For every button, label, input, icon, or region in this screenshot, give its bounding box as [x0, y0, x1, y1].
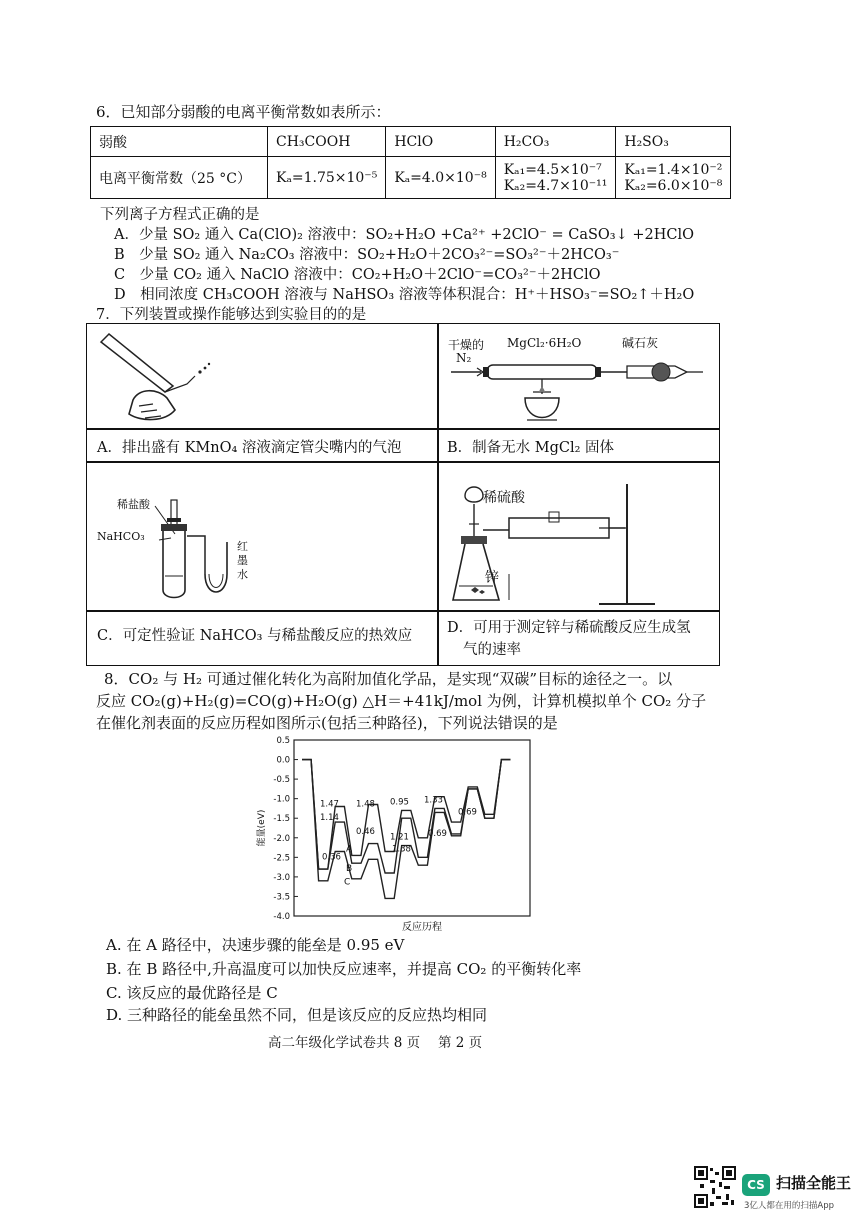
barrier-label: 0.95	[390, 797, 409, 808]
zinc-rate-apparatus-figure	[449, 474, 669, 608]
nahco3-label: NaHCO₃	[97, 530, 145, 543]
q8-option-a: A. 在 A 路径中，决速步骤的能垒是 0.95 eV	[106, 936, 405, 954]
q8-option-b: B. 在 B 路径中,升高温度可以加快反应速率，并提高 CO₂ 的平衡转化率	[106, 960, 582, 978]
barrier-label: 1.48	[356, 799, 375, 810]
q6-option-d: D 相同浓度 CH₃COOH 溶液与 NaHSO₃ 溶液等体积混合：H⁺＋HSO₃⁻=SO₂↑＋H₂O	[114, 287, 695, 303]
burette-hand-figure	[95, 330, 225, 426]
series-line-C	[302, 760, 511, 899]
ka-cell: Kₐ₁=4.5×10⁻⁷ Kₐ₂=4.7×10⁻¹¹	[495, 157, 616, 199]
barrier-label: 1.38	[392, 844, 411, 855]
y-tick-label: 0.0	[276, 755, 290, 766]
red-ink-label-3: 水	[237, 568, 248, 581]
y-tick-label: 0.5	[276, 736, 290, 746]
q6-title: 6．已知部分弱酸的电离平衡常数如表所示：	[96, 103, 391, 121]
barrier-label: 1.14	[320, 813, 339, 824]
zinc-label: 锌	[485, 570, 499, 586]
camscanner-tagline: 3亿人都在用的扫描App	[744, 1201, 835, 1211]
ka-cell: Kₐ=1.75×10⁻⁵	[268, 157, 386, 199]
path-label: B	[346, 864, 353, 875]
y-tick-label: -4.0	[273, 912, 290, 922]
mgcl2-apparatus-figure	[447, 332, 707, 428]
qr-code-icon	[694, 1166, 736, 1208]
barrier-label: 0.69	[458, 807, 477, 818]
ka-header-cell: CH₃COOH	[268, 127, 386, 157]
dilute-hcl-label: 稀盐酸	[117, 498, 150, 511]
y-tick-label: -2.5	[273, 853, 290, 864]
ka-header-cell: HClO	[386, 127, 495, 157]
y-tick-label: -1.5	[273, 814, 290, 825]
q7-caption-a: A．排出盛有 KMnO₄ 溶液滴定管尖嘴内的气泡	[97, 440, 402, 456]
barrier-label: 1.33	[424, 795, 443, 806]
ka-row-label: 电离平衡常数（25 °C）	[91, 157, 268, 199]
mgcl2-label: MgCl₂·6H₂O	[507, 336, 582, 350]
barrier-label: 0.46	[356, 826, 375, 837]
dilute-h2so4-label: 稀硫酸	[483, 490, 525, 506]
red-ink-label-2: 墨	[237, 554, 248, 567]
q7-grid	[86, 323, 720, 666]
y-tick-label: -3.0	[273, 872, 290, 883]
y-tick-label: -3.5	[273, 892, 290, 903]
barrier-label: 0.69	[428, 828, 447, 839]
q6-stem: 下列离子方程式正确的是	[100, 207, 260, 223]
q7-caption-b: B．制备无水 MgCl₂ 固体	[447, 440, 615, 456]
q6-option-a: A．少量 SO₂ 通入 Ca(ClO)₂ 溶液中：SO₂+H₂O +Ca²⁺ +2ClO⁻ = CaSO₃↓ +2HClO	[114, 227, 695, 243]
q8-line3: 在催化剂表面的反应历程如图所示(包括三种路径)，下列说法错误的是	[96, 714, 558, 732]
q7-caption-c: C．可定性验证 NaHCO₃ 与稀盐酸反应的热效应	[97, 628, 413, 644]
ka-cell: Kₐ₁=1.4×10⁻² Kₐ₂=6.0×10⁻⁸	[616, 157, 731, 199]
ka-header-cell: H₂CO₃	[495, 127, 616, 157]
path-label: C	[344, 877, 351, 888]
y-tick-label: -1.0	[273, 794, 290, 805]
y-axis-label: 能量(eV)	[257, 809, 267, 847]
barrier-label: 0.36	[322, 852, 341, 863]
y-tick-label: -0.5	[273, 775, 290, 786]
energy-profile-chart	[250, 730, 540, 935]
q6-option-c: C 少量 CO₂ 通入 NaClO 溶液中：CO₂+H₂O＋2ClO⁻=CO₃²⁻＋2HClO	[114, 267, 601, 283]
barrier-label: 1.21	[390, 832, 409, 843]
ka-header-cell: 弱酸	[91, 127, 268, 157]
camscanner-name: 扫描全能王	[776, 1174, 852, 1192]
ka-cell: Kₐ=4.0×10⁻⁸	[386, 157, 495, 199]
q7-title: 7．下列装置或操作能够达到实验目的的是	[96, 307, 367, 323]
q7-caption-d-line2: 气的速率	[463, 642, 521, 658]
n2-label: N₂	[456, 351, 472, 365]
ka-header-cell: H₂SO₃	[616, 127, 731, 157]
ka-table	[90, 126, 731, 199]
x-axis-label: 反应历程	[402, 922, 442, 933]
q7-caption-d-line1: D．可用于测定锌与稀硫酸反应生成氢	[447, 620, 691, 636]
dry-label: 干燥的	[448, 338, 485, 352]
q8-option-c: C. 该反应的最优路径是 C	[106, 984, 278, 1002]
q8-line1: 8．CO₂ 与 H₂ 可通过催化转化为高附加值化学品，是实现“双碳”目标的途径之一。以	[104, 670, 673, 688]
barrier-label: 1.47	[320, 799, 339, 810]
path-label: A	[346, 844, 353, 855]
nahco3-apparatus-figure	[147, 494, 247, 604]
q6-option-b: B 少量 SO₂ 通入 Na₂CO₃ 溶液中：SO₂+H₂O＋2CO₃²⁻=SO₃²⁻＋2HCO₃⁻	[114, 247, 620, 263]
y-tick-label: -2.0	[273, 833, 290, 844]
soda-lime-label: 碱石灰	[622, 336, 659, 350]
camscanner-logo: CS	[742, 1174, 770, 1196]
red-ink-label-1: 红	[237, 540, 248, 553]
q8-line2: 反应 CO₂(g)+H₂(g)=CO(g)+H₂O(g) △H＝+41kJ/mol 为例，计算机模拟单个 CO₂ 分子	[96, 692, 707, 710]
q8-option-d: D. 三种路径的能垒虽然不同，但是该反应的反应热均相同	[106, 1006, 488, 1024]
page-footer: 高二年级化学试卷共 8 页 第 2 页	[268, 1035, 483, 1051]
